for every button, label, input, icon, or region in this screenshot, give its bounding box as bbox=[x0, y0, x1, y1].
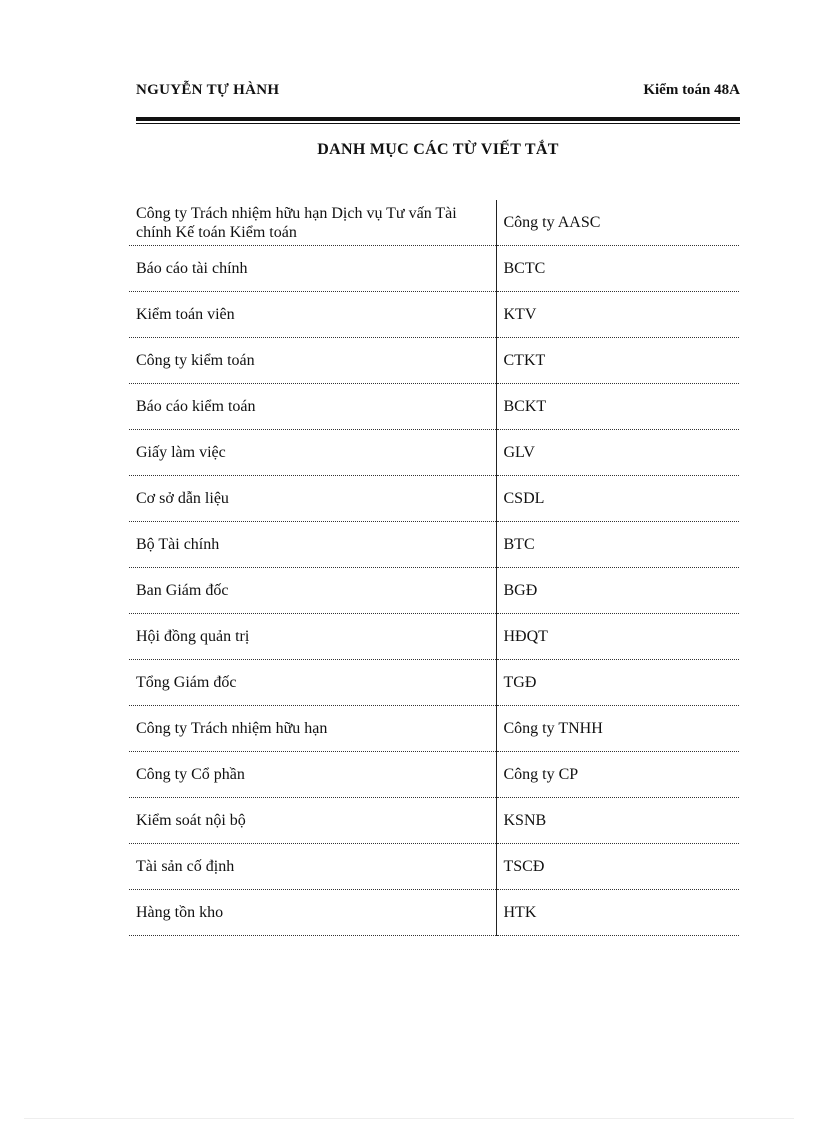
table-row bbox=[129, 844, 739, 890]
table-row bbox=[129, 798, 739, 844]
term-cell: Công ty Cổ phần bbox=[129, 752, 496, 798]
term-cell: Báo cáo kiểm toán bbox=[129, 384, 496, 430]
table-row bbox=[129, 522, 739, 568]
abbreviation-cell: Công ty CP bbox=[496, 752, 739, 798]
term-cell: Cơ sở dẫn liệu bbox=[129, 476, 496, 522]
abbreviation-cell: TGĐ bbox=[496, 660, 739, 706]
table-row bbox=[129, 476, 739, 522]
abbreviation-cell: Công ty AASC bbox=[496, 200, 739, 246]
table-row bbox=[129, 200, 739, 246]
header-course: Kiểm toán 48A bbox=[643, 82, 740, 98]
term-cell: Ban Giám đốc bbox=[129, 568, 496, 614]
table-row bbox=[129, 430, 739, 476]
term-cell: Công ty Trách nhiệm hữu hạn bbox=[129, 706, 496, 752]
table-row bbox=[129, 752, 739, 798]
term-cell: Kiểm soát nội bộ bbox=[129, 798, 496, 844]
page-header bbox=[136, 82, 740, 104]
abbreviation-cell: CSDL bbox=[496, 476, 739, 522]
header-rule-thin bbox=[136, 123, 740, 124]
table-row bbox=[129, 246, 739, 292]
table-row bbox=[129, 614, 739, 660]
abbreviation-table-body bbox=[129, 200, 739, 936]
abbreviation-cell: KSNB bbox=[496, 798, 739, 844]
abbreviation-cell: Công ty TNHH bbox=[496, 706, 739, 752]
term-cell: Tổng Giám đốc bbox=[129, 660, 496, 706]
term-cell: Bộ Tài chính bbox=[129, 522, 496, 568]
page-title: DANH MỤC CÁC TỪ VIẾT TẮT bbox=[317, 141, 559, 158]
term-cell: Công ty Trách nhiệm hữu hạn Dịch vụ Tư vấn Tài chính Kế toán Kiểm toán bbox=[129, 200, 496, 246]
abbreviation-cell: KTV bbox=[496, 292, 739, 338]
abbreviation-table bbox=[129, 200, 739, 936]
table-row bbox=[129, 706, 739, 752]
table-row bbox=[129, 568, 739, 614]
abbreviation-cell: TSCĐ bbox=[496, 844, 739, 890]
term-cell: Báo cáo tài chính bbox=[129, 246, 496, 292]
term-cell: Công ty kiểm toán bbox=[129, 338, 496, 384]
term-cell: Tài sản cố định bbox=[129, 844, 496, 890]
table-row bbox=[129, 292, 739, 338]
abbreviation-cell: BGĐ bbox=[496, 568, 739, 614]
table-row bbox=[129, 384, 739, 430]
abbreviation-cell: HTK bbox=[496, 890, 739, 936]
abbreviation-cell: BCKT bbox=[496, 384, 739, 430]
header-rule-thick bbox=[136, 117, 740, 121]
term-cell: Kiểm toán viên bbox=[129, 292, 496, 338]
abbreviation-cell: BCTC bbox=[496, 246, 739, 292]
table-row bbox=[129, 890, 739, 936]
term-cell: Hàng tồn kho bbox=[129, 890, 496, 936]
page-bottom-edge bbox=[24, 1118, 794, 1119]
term-cell: Hội đồng quản trị bbox=[129, 614, 496, 660]
abbreviation-cell: BTC bbox=[496, 522, 739, 568]
abbreviation-cell: HĐQT bbox=[496, 614, 739, 660]
term-cell: Giấy làm việc bbox=[129, 430, 496, 476]
table-row bbox=[129, 660, 739, 706]
header-author: NGUYỄN TỰ HÀNH bbox=[136, 82, 280, 98]
abbreviation-cell: GLV bbox=[496, 430, 739, 476]
abbreviation-cell: CTKT bbox=[496, 338, 739, 384]
table-row bbox=[129, 338, 739, 384]
